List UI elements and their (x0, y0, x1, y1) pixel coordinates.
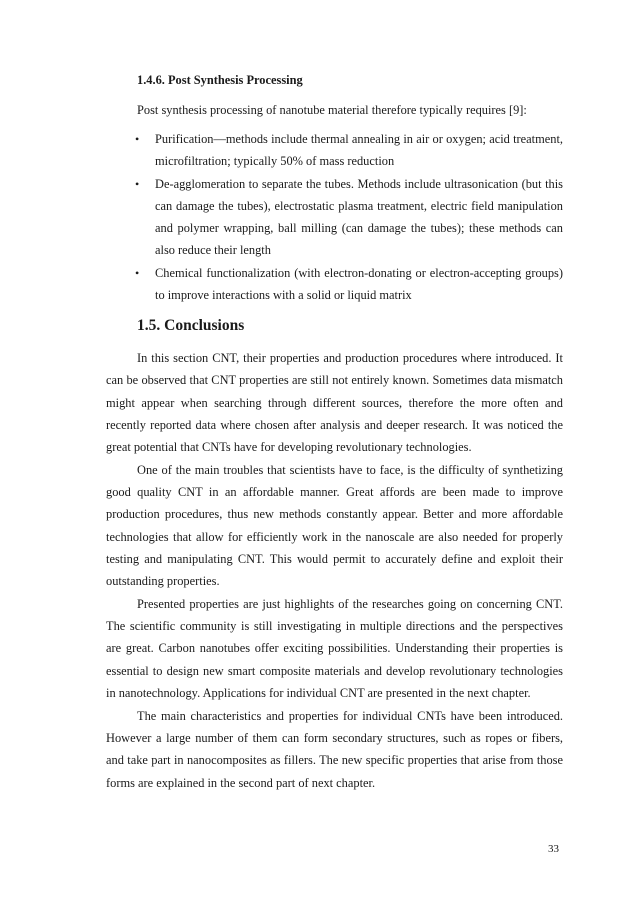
subsection-heading: 1.4.6. Post Synthesis Processing (137, 73, 303, 87)
bullet-icon: • (135, 265, 140, 280)
bullet-icon: • (135, 176, 140, 191)
section-body (106, 347, 563, 794)
list-item-text: Purification—methods include thermal annealing in air or oxygen; acid treatment, microfiltration; typically 50% of mass reduction (155, 132, 563, 169)
page-number: 33 (548, 843, 559, 855)
paragraph: In this section CNT, their properties and production procedures where introduced. It can be observed that CNT properties are still not entirely known. Sometimes data mismatch might appear when searching through different sources, therefore the more often and recently reported data where chosen after analysis and deeper research. It was noticed the great potential that CNTs have for developing revolutionary technologies. (106, 351, 563, 455)
list-item (125, 128, 563, 173)
bullet-list (125, 128, 563, 306)
bullet-icon: • (135, 132, 140, 146)
paragraph: One of the main troubles that scientists have to face, is the difficulty of synthetizing good quality CNT in an affordable manner. Great affords are been made to improve production procedures, thus new methods constantly appear. Better and more affordable technologies that allow for efficiently work in the nanoscale are also needed for properly testing and manipulating CNT. This would permit to accurately define and exploit their outstanding properties. (106, 462, 563, 589)
list-item (125, 262, 563, 307)
paragraph: Presented properties are just highlights of the researches going on concerning CNT. The scientific community is still investigating in multiple directions and the perspectives are great. Carbon nanotubes offer exciting possibilities. Understanding their properties is essential to design new smart composite materials and develop revolutionary technologies in nanotechnology. Applications for individual CNT are presented in the next chapter. (106, 596, 563, 701)
list-item-text: Chemical functionalization (with electron-donating or electron-accepting groups) to improve interactions with a solid or liquid matrix (155, 265, 563, 303)
paragraph: The main characteristics and properties for individual CNTs have been introduced. However a large number of them can form secondary structures, such as ropes or fibers, and take part in nanocomposites as fillers. The new specific properties that arise from those forms are explained in the second part of next chapter. (106, 708, 563, 790)
section-heading: 1.5. Conclusions (137, 317, 245, 334)
list-item-text: De-agglomeration to separate the tubes. Methods include ultrasonication (but this can damage the tubes), electrostatic plasma treatment, electric field manipulation and polymer wrapping, ball milling (can damage the tubes); these methods can also reduce their length (155, 176, 563, 258)
list-item (125, 173, 563, 262)
subsection-intro: Post synthesis processing of nanotube material therefore typically requires [9]: (137, 103, 527, 117)
